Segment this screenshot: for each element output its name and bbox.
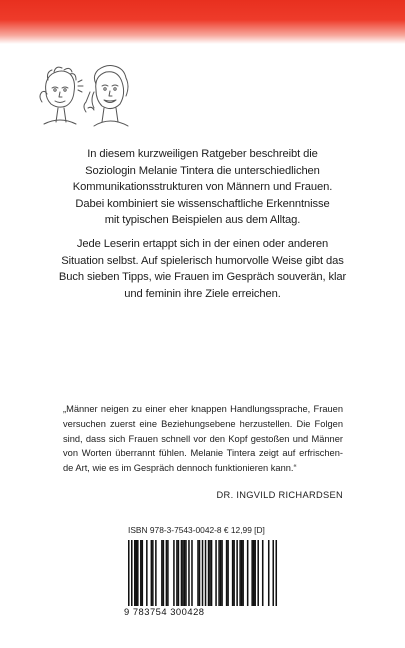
barcode-bar xyxy=(215,540,217,606)
barcode-bar xyxy=(152,540,154,606)
blurb-line: In diesem kurzweiligen Ratgeber beschreibt die xyxy=(87,148,318,160)
top-red-band xyxy=(0,0,405,44)
barcode-bar xyxy=(185,540,187,606)
barcode-bar xyxy=(176,540,178,606)
barcode-bar xyxy=(142,540,144,606)
barcode-bar xyxy=(134,540,136,606)
barcode-bar xyxy=(221,540,223,606)
barcode-bar xyxy=(197,540,199,612)
barcode-bar xyxy=(251,540,253,606)
barcode-bar xyxy=(146,540,148,606)
barcode-bar xyxy=(257,540,259,606)
quote-author: DR. INGVILD RICHARDSEN xyxy=(216,490,343,500)
barcode-bar xyxy=(220,540,222,606)
barcode-bar xyxy=(232,540,234,606)
barcode-bar xyxy=(241,540,243,606)
barcode-bar xyxy=(218,540,220,606)
barcode-bar xyxy=(178,540,180,606)
quote-line: de Art, wie es im Gespräch dennoch funktionieren kann.“ xyxy=(63,463,297,474)
barcode-bar xyxy=(182,540,184,606)
blurb-line: mit typischen Beispielen aus dem Alltag. xyxy=(104,214,301,226)
barcode-bar xyxy=(209,540,211,606)
barcode-bar xyxy=(233,540,235,606)
barcode-bar xyxy=(128,540,130,612)
barcode-bar xyxy=(136,540,138,606)
barcode-bar xyxy=(253,540,255,606)
barcode-bar xyxy=(137,540,139,606)
blurb-line: und feminin ihre Ziele erreichen. xyxy=(124,287,281,300)
blurb-line: Situation selbst. Auf spielerisch humorvolle Weise gibt das xyxy=(61,254,344,267)
barcode-bar xyxy=(205,540,207,606)
barcode-bar xyxy=(191,540,193,606)
barcode-bar xyxy=(268,540,270,606)
barcode-bar xyxy=(236,540,238,606)
barcode-bar xyxy=(131,540,133,612)
couple-talking-sketch-icon xyxy=(36,62,136,140)
barcode-bar xyxy=(161,540,163,606)
barcode-bar xyxy=(202,540,204,612)
barcode-bar xyxy=(208,540,210,606)
barcode-bar xyxy=(262,540,264,606)
barcode-bar xyxy=(272,540,274,612)
quote-line: versuchen zuerst eine Beziehungsebene herzustellen. Die Folgen xyxy=(63,418,343,429)
blurb-line: Soziologin Melanie Tintera die unterschiedlichen xyxy=(85,164,320,177)
barcode-bar xyxy=(167,540,169,606)
blurb-paragraph-2 xyxy=(0,236,405,302)
blurb-line: Kommunikationsstrukturen von Männern und Frauen. xyxy=(72,181,333,193)
barcode-digits: 9 783754 300428 xyxy=(124,606,282,617)
barcode-bar xyxy=(140,540,142,606)
barcode-bar xyxy=(188,540,190,606)
barcode-bar xyxy=(239,540,241,606)
quote-line: sind, dass sich Frauen schnell vor den Kopf gestoßen und Männer xyxy=(63,433,343,444)
barcode-bar xyxy=(247,540,249,606)
isbn-price-line: ISBN 978-3-7543-0042-8 € 12,99 [D] xyxy=(128,525,265,535)
quote-line: von Worten überrannt fühlen. Melanie Tintera zeigt auf erfrischen- xyxy=(63,448,343,459)
barcode-bar xyxy=(254,540,256,606)
barcode-bar xyxy=(173,540,175,606)
barcode-bar xyxy=(166,540,168,606)
quote-line: „Männer neigen zu einer eher knappen Handlungssprache, Frauen xyxy=(63,404,343,414)
barcode-bar xyxy=(163,540,165,606)
barcode-bar xyxy=(184,540,186,606)
barcode-bar xyxy=(199,540,201,612)
barcode-bar xyxy=(181,540,183,606)
barcode-bar xyxy=(227,540,229,606)
blurb-line: Buch sieben Tipps, wie Frauen im Gespräch souverän, klar xyxy=(58,271,347,283)
blurb-line: Dabei kombiniert sie wissenschaftliche Erkenntnisse xyxy=(75,197,330,210)
blurb-paragraph-1 xyxy=(0,146,405,229)
barcode-bar xyxy=(242,540,244,606)
barcode-bar xyxy=(155,540,157,606)
barcode-bar xyxy=(226,540,228,606)
blurb-line: Jede Leserin ertappt sich in der einen oder anderen xyxy=(76,238,329,250)
barcode-bar xyxy=(151,540,153,606)
ean-barcode xyxy=(122,538,283,614)
barcode-bar xyxy=(211,540,213,606)
barcode-bar xyxy=(275,540,277,612)
review-quote xyxy=(63,402,343,476)
